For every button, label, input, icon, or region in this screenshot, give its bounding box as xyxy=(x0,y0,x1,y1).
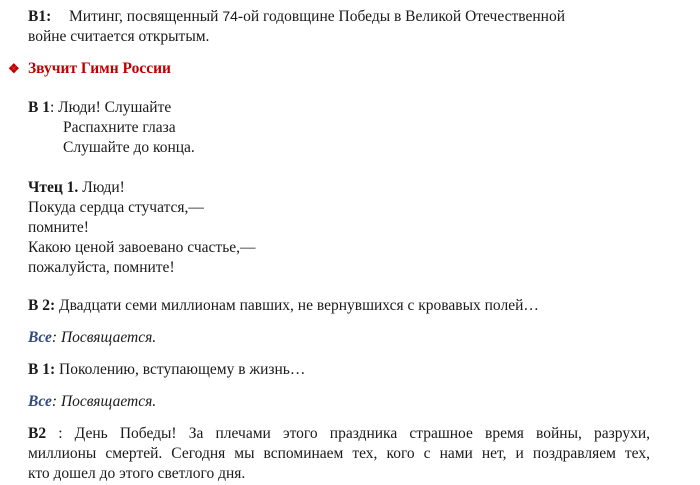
anniversary-number: 74 xyxy=(222,8,238,24)
host1-verse xyxy=(28,98,195,158)
opening-text-line2: войне считается открытым. xyxy=(28,28,210,45)
diamond-bullet-icon: ❖ xyxy=(8,61,20,76)
reader-line4: Какою ценой завоевано счастье,— xyxy=(28,239,256,256)
anthem-cue xyxy=(8,59,171,79)
victory-line2: миллионы смертей. Сегодня мы вспоминаем тех, кого с нами нет, и поздравляем тех, xyxy=(28,445,650,462)
verse-line3: Слушайте до конца. xyxy=(63,139,195,156)
victory-line1-text: : День Победы! За плечами этого праздника страшное время войны, разрухи, xyxy=(46,425,650,442)
speaker-v1: В 1 xyxy=(28,99,50,116)
all-response-2 xyxy=(28,392,156,412)
reader-line2: Покуда сердца стучатся,— xyxy=(28,199,204,216)
opening-text-part1: Митинг, посвященный xyxy=(69,8,223,25)
victory-line1 xyxy=(28,424,650,444)
speaker-all: Все xyxy=(28,329,52,346)
response-text: : Посвящается. xyxy=(51,329,157,346)
reader-line1: Люди! xyxy=(78,179,125,196)
dedication-text: Двадцати семи миллионам павших, не вернувшихся с кровавых полей… xyxy=(55,297,539,314)
generation-text: Поколению, вступающему в жизнь… xyxy=(55,361,306,378)
all-response-1 xyxy=(28,328,156,348)
opening-text-part2: -ой годовщине Победы в Великой Отечественной xyxy=(237,8,566,25)
reader-verse xyxy=(28,178,256,278)
reader-line3: помните! xyxy=(28,219,89,236)
opening-paragraph xyxy=(28,6,565,47)
reader-line5: пожалуйста, помните! xyxy=(28,259,175,276)
host2-dedication xyxy=(28,296,539,316)
host2-victory-day xyxy=(28,424,650,484)
speaker-v1: В1: xyxy=(28,8,52,25)
speaker-reader1: Чтец 1. xyxy=(28,179,79,196)
anthem-text: Звучит Гимн России xyxy=(28,60,171,77)
speaker-v2: В 2: xyxy=(28,297,56,314)
host1-generation xyxy=(28,360,305,380)
victory-line3: кто дошел до этого светлого дня. xyxy=(28,465,246,482)
verse-line2: Распахните глаза xyxy=(63,119,176,136)
response-text: : Посвящается. xyxy=(51,393,157,410)
speaker-all: Все xyxy=(28,393,52,410)
speaker-v2: В2 xyxy=(28,425,47,442)
speaker-v1: В 1: xyxy=(28,361,56,378)
verse-line1: : Люди! Слушайте xyxy=(49,99,172,116)
